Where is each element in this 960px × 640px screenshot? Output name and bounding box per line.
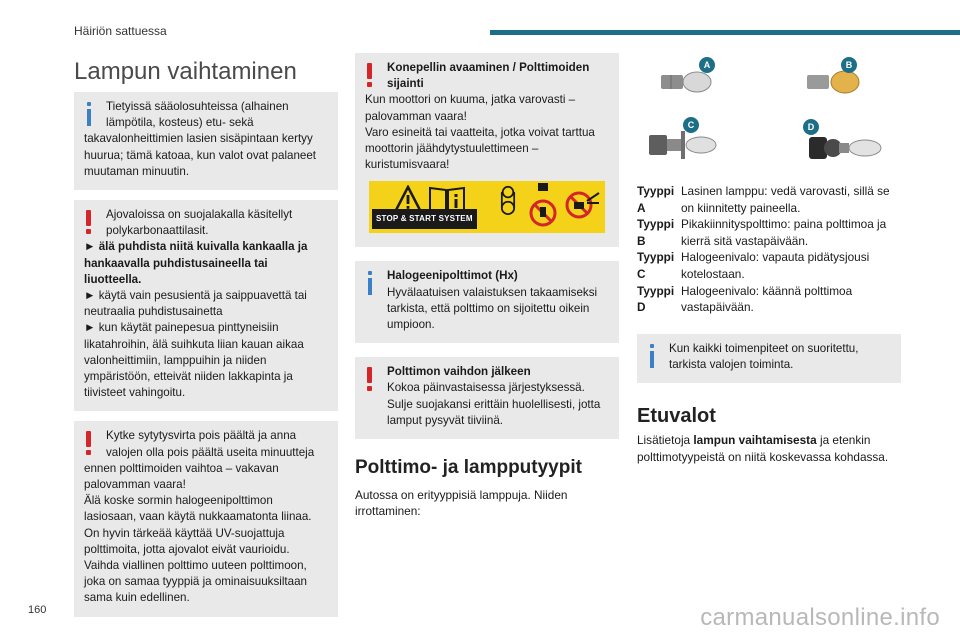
type-description: Halogeenivalo: käännä polttimoa vastapäivään. [681,283,853,315]
warning-title: Polttimon vaihdon jälkeen [387,365,531,379]
page-title: Lampun vaihtaminen [74,58,297,85]
safety-pictogram-strip [369,181,605,233]
bulb-c-badge: C [683,117,699,133]
column-middle [355,53,619,520]
section-header: Häiriön sattuessa [74,24,167,38]
warning-icon [365,63,375,89]
bulb-d-icon [807,125,887,171]
info-lead-text: Hyvälaatuisen valaistuksen takaamiseksi tarkista, että polttimo on sijoitettu oikein umpioon. [387,285,598,332]
watermark: carmanualsonline.info [700,604,940,631]
column-left [74,53,338,627]
front-lights-text-post: ja etenkin polttimotyypeistä on niitä koskevassa kohdassa. [637,433,889,464]
bulb-type-list [637,183,901,316]
warning-box-after-change [355,357,619,439]
warning-body-text: ennen polttimoiden vaihtoa – vakavan palovamman vaara! Älä koske sormin halogeenipolttimon lasiosaan, vaan käytä nukkaamatonta liinaa. On hyvin tärkeää käyttää UV-suojattuja polttimoita, jotta ajovalot eivät vaurioidu. Vaihda viallinen polttimo uuteen polttimoon, joka on samaa tyyppiä ja ominaisuuksiltaan sama kuin edellinen. [84,461,312,605]
page-number: 160 [28,604,47,616]
info-box-halogen [355,261,619,343]
warning-icon [365,367,375,393]
info-box-check-lights [637,334,901,383]
front-lights-text [637,432,901,465]
warning-body-text: Kokoa päinvastaisessa järjestyksessä. Sulje suojakansi erittäin huolellisesti, jotta lamput pysyvät tiiviinä. [387,381,601,427]
section-title-front-lights: Etuvalot [637,405,716,428]
type-label: Tyyppi C [637,250,675,281]
header-accent-bar [490,30,960,35]
info-icon [84,102,94,128]
bulb-b-badge: B [841,57,857,73]
front-lights-text-pre: Lisätietoja [637,433,694,448]
type-row [637,283,901,316]
info-body-text: takavalonheittimien lasien sisäpintaan kertyy huurua; tämä katoaa, kun valot ovat palaneet muutaman minuutin. [84,132,317,178]
info-lead-text: Tietyissä sääolosuhteissa (alhainen lämpötila, kosteus) etu- sekä [106,100,289,130]
type-row [637,216,901,249]
warning-icon [84,210,94,236]
warning-lead-text: Kytke sytytysvirta pois päältä ja anna valojen olla pois päältä useita minuutteja [106,429,315,459]
type-description: Lasinen lamppu: vedä varovasti, sillä se on kiinnitetty paineella. [681,184,890,215]
info-lead-text: Kun kaikki toimenpiteet on suoritettu, tarkista valojen toiminta. [669,341,859,371]
bulb-d-badge: D [803,119,819,135]
bulb-a-badge: A [699,57,715,73]
warning-title: Konepellin avaaminen / Polttimoiden sijainti [387,61,590,91]
section-intro-text: Autossa on erityyppisiä lamppuja. Niiden irrottaminen: [355,488,568,519]
type-description: Halogeenivalo: vapauta pidätysjousi kotelostaan. [681,250,870,281]
warning-bold-text: ► älä puhdista niitä kuivalla kankaalla ja hankaavalla puhdistusaineella tai liuotteella. [84,240,308,286]
front-lights-text-bold: lampun vaihtamisesta [693,433,817,448]
type-label: Tyyppi B [637,217,675,248]
info-box-condensation [74,92,338,190]
stop-start-label: STOP & START SYSTEM [372,209,477,229]
type-row [637,249,901,282]
warning-box-ignition [74,421,338,616]
warning-box-bonnet [355,53,619,247]
no-spray-icon [565,189,601,221]
type-label: Tyyppi D [637,283,675,315]
no-hand-icon [529,183,557,227]
warning-lead-text: Ajovaloissa on suojalakalla käsitellyt polykarbonaattilasit. [106,208,293,238]
type-row [637,183,901,216]
warning-icon [84,431,94,457]
warning-box-polycarbonate [74,200,338,411]
fan-belt-icon [497,185,519,215]
type-description: Pikakiinnityspolttimo: paina polttimoa ja kierrä sitä vastapäivään. [681,217,887,248]
type-label: Tyyppi A [637,184,675,215]
info-icon [647,344,657,370]
info-title: Halogeenipolttimot (Hx) [387,269,518,283]
warning-body-text: ► käytä vain pesusientä ja saippuavettä tai neutraalia puhdistusainetta ► kun käytät painepesua pinttyneisiin likatahroihin, älä suihkuta liian kauan aikaa valonheittimiin, lamppuihin ja niiden ympäristöön, etteivät niiden lakkapinta ja tiivisteet vahingoitu. [84,289,307,400]
section-title-bulb-types: Polttimo- ja lampputyypit [355,457,582,479]
column-right [637,53,901,465]
info-icon [365,271,375,297]
warning-body-text: Kun moottori on kuuma, jatka varovasti – palovamman vaara! Varo esineitä tai vaatteita, jotka voivat tarttua moottorin jäähdytystuulettimeen – kuristumisvaara! [365,93,595,172]
bulb-type-illustrations [637,57,901,175]
